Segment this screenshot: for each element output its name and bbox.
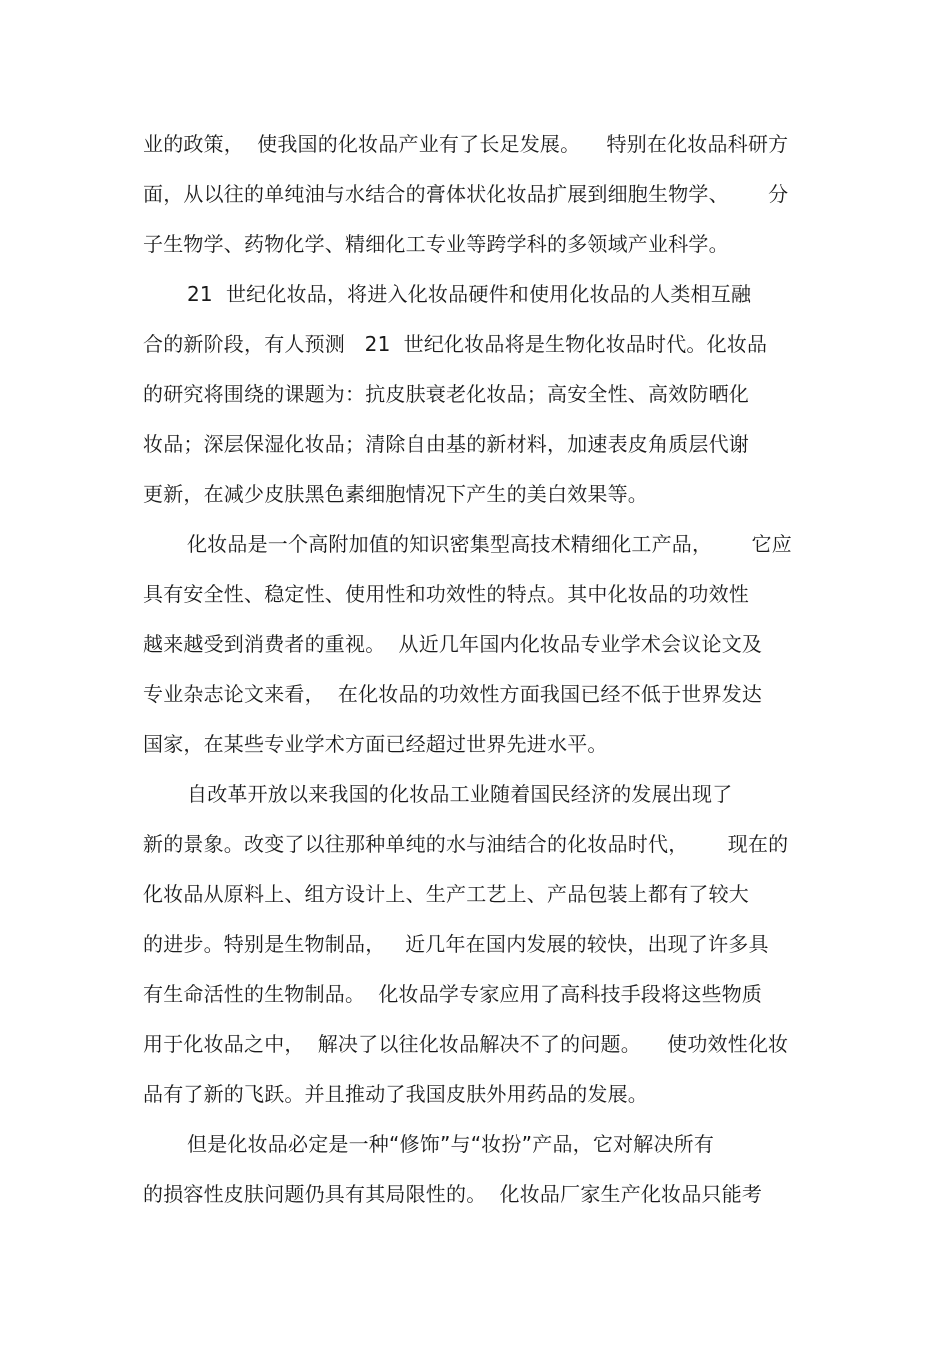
text-line: 合的新阶段，有人预测 21 世纪化妆品将是生物化妆品时代。化妆品: [143, 332, 768, 356]
text-line: 子生物学、药物化学、精细化工专业等跨学科的多领域产业科学。: [143, 232, 729, 256]
paragraph-first-line: 但是化妆品必定是一种“修饰”与“妆扮”产品，它对解决所有: [187, 1132, 715, 1156]
text-line: 新的景象。改变了以往那种单纯的水与油结合的化妆品时代， 现在的: [143, 832, 789, 856]
text-line: 妆品；深层保湿化妆品；清除自由基的新材料，加速表皮角质层代谢: [143, 432, 749, 456]
text-line: 有生命活性的生物制品。 化妆品学专家应用了高科技手段将这些物质: [143, 982, 763, 1006]
text-line: 更新，在减少皮肤黑色素细胞情况下产生的美白效果等。: [143, 482, 648, 506]
text-line: 化妆品从原料上、组方设计上、生产工艺上、产品包装上都有了较大: [143, 882, 749, 906]
text-line: 用于化妆品之中， 解决了以往化妆品解决不了的问题。 使功效性化妆: [143, 1032, 789, 1056]
text-line: 的损容性皮肤问题仍具有其局限性的。 化妆品厂家生产化妆品只能考: [143, 1182, 763, 1206]
text-line: 专业杂志论文来看， 在化妆品的功效性方面我国已经不低于世界发达: [143, 682, 763, 706]
text-line: 越来越受到消费者的重视。 从近几年国内化妆品专业学术会议论文及: [143, 632, 763, 656]
text-line: 具有安全性、稳定性、使用性和功效性的特点。其中化妆品的功效性: [143, 582, 749, 606]
text-line: 面，从以往的单纯油与水结合的膏体状化妆品扩展到细胞生物学、 分: [143, 182, 789, 206]
text-line: 的进步。特别是生物制品， 近几年在国内发展的较快，出现了许多具: [143, 932, 769, 956]
text-line: 品有了新的飞跃。并且推动了我国皮肤外用药品的发展。: [143, 1082, 648, 1106]
paragraph-first-line: 自改革开放以来我国的化妆品工业随着国民经济的发展出现了: [187, 782, 733, 806]
text-line: 的研究将围绕的课题为：抗皮肤衰老化妆品；高安全性、高效防晒化: [143, 382, 749, 406]
text-line: 国家，在某些专业学术方面已经超过世界先进水平。: [143, 732, 608, 756]
paragraph-first-line: 21 世纪化妆品，将进入化妆品硬件和使用化妆品的人类相互融: [187, 282, 752, 306]
text-line: 业的政策， 使我国的化妆品产业有了长足发展。 特别在化妆品科研方: [143, 132, 789, 156]
paragraph-first-line: 化妆品是一个高附加值的知识密集型高技术精细化工产品， 它应: [187, 532, 792, 556]
